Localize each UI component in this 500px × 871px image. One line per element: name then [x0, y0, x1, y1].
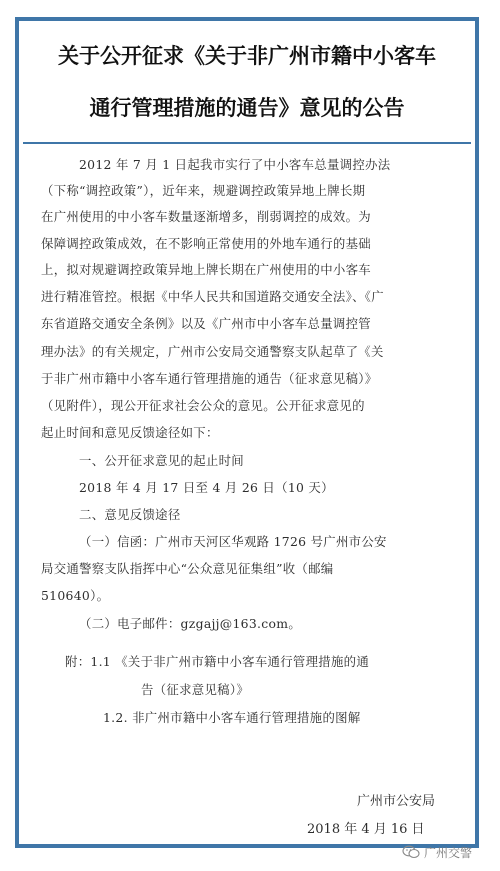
title-line-2: 通行管理措施的通告》意见的公告	[89, 96, 405, 120]
title-divider	[23, 142, 471, 144]
signature-date: 2018 年 4 月 16 日	[307, 822, 425, 837]
mail-line-2: 局交通警察支队指挥中心“公众意见征集组”收（邮编	[41, 561, 334, 576]
section-heading-1: 一、公开征求意见的起止时间	[79, 453, 244, 468]
watermark-text: 广州交警	[424, 845, 473, 860]
title-line-1: 关于公开征求《关于非广州市籍中小客车	[58, 44, 436, 68]
body-line-5: 上，拟对规避调控政策异地上牌长期在广州使用的中小客车	[41, 262, 371, 277]
body-line-4: 保障调控政策成效，在不影响正常使用的外地车通行的基础	[41, 236, 371, 251]
body-line-2: （下称“调控政策”），近年来，规避调控政策异地上牌长期	[41, 183, 366, 198]
body-line-6: 进行精准管控。根据《中华人民共和国道路交通安全法》、《广	[41, 289, 384, 304]
body-line-7: 东省道路交通安全条例》以及《广州市中小客车总量调控管	[41, 316, 371, 331]
attachment-1-line-2: 告（征求意见稿）》	[141, 682, 250, 697]
body-line-11: 起止时间和意见反馈途径如下：	[41, 425, 219, 440]
body-line-3: 在广州使用的中小客车数量逐渐增多，削弱调控的成效。为	[41, 209, 371, 224]
body-line-8: 理办法》的有关规定，广州市公安局交通警察支队起草了《关	[41, 344, 384, 359]
body-line-1: 2012 年 7 月 1 日起我市实行了中小客车总量调控办法	[79, 157, 391, 172]
body-line-9: 于非广州市籍中小客车通行管理措施的通告（征求意见稿）》	[41, 371, 378, 386]
attachment-1-line-1: 附：1.1 《关于非广州市籍中小客车通行管理措施的通	[65, 654, 370, 669]
attachment-2: 1.2. 非广州市籍中小客车通行管理措施的图解	[103, 710, 361, 725]
section-heading-2: 二、意见反馈途径	[79, 507, 181, 522]
signature-org: 广州市公安局	[357, 794, 436, 809]
mail-line-3: 510640）。	[41, 588, 110, 603]
email-line: （二）电子邮件：gzgajj@163.com。	[79, 616, 302, 631]
wechat-icon	[402, 845, 420, 859]
date-range: 2018 年 4 月 17 日至 4 月 26 日（10 天）	[79, 480, 334, 495]
mail-line-1: （一）信函：广州市天河区华观路 1726 号广州市公安	[79, 534, 387, 549]
body-line-10: （见附件），现公开征求社会公众的意见。公开征求意见的	[41, 398, 365, 413]
watermark	[402, 840, 494, 864]
